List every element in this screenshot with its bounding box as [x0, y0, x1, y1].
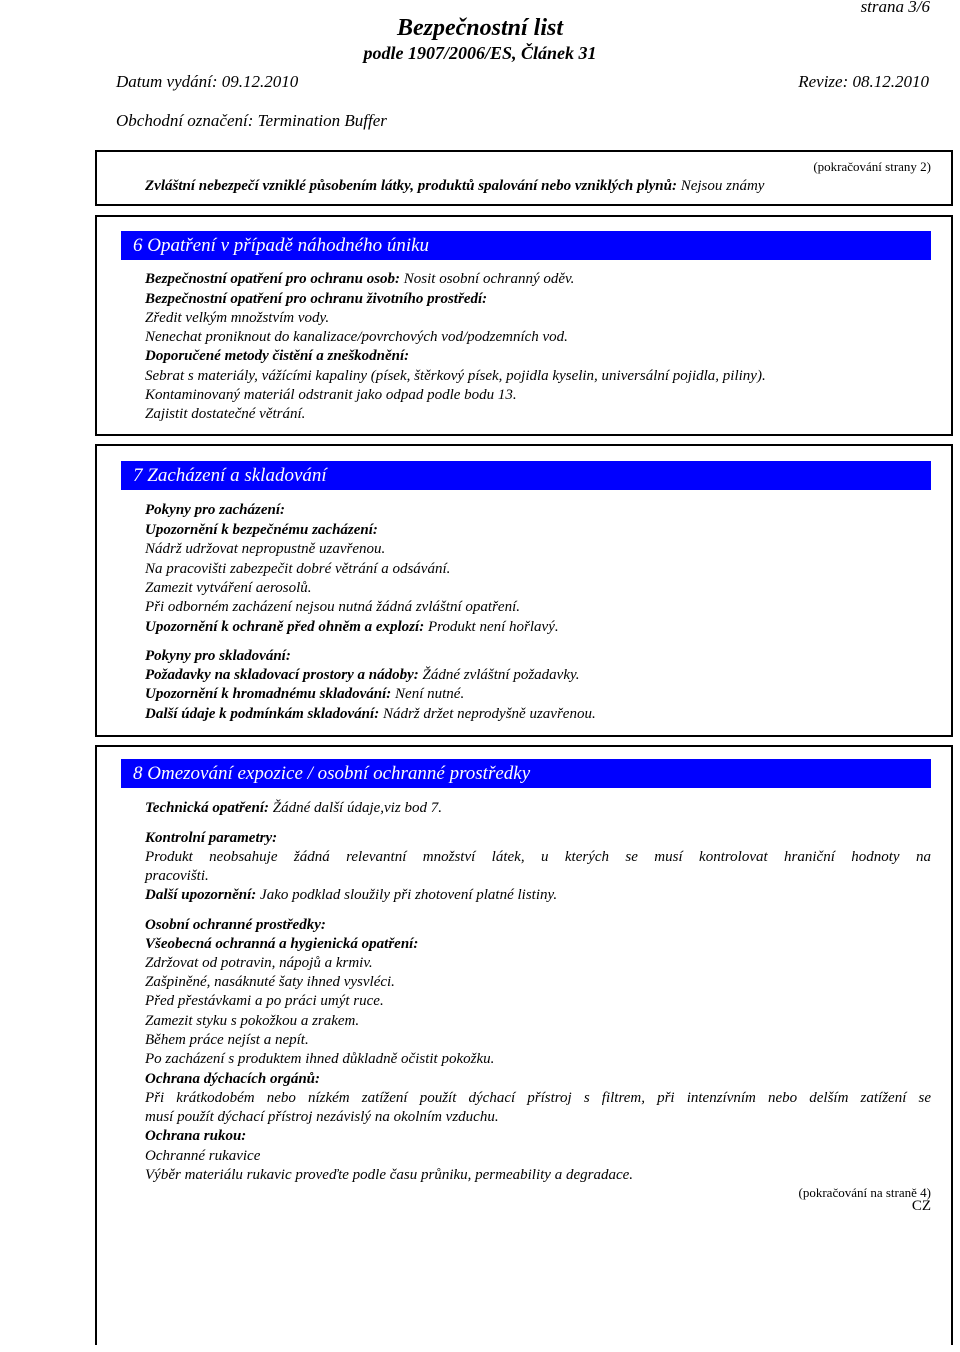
safe-line-3: Zamezit vytváření aerosolů.	[145, 580, 312, 596]
storage-more	[145, 705, 596, 724]
params-line-2: pracovišti.	[145, 868, 209, 884]
storage-label: Pokyny pro skladování:	[145, 648, 291, 664]
hygiene-label: Všeobecná ochranná a hygienická opatření:	[145, 936, 419, 952]
handling-label: Pokyny pro zacházení:	[145, 502, 285, 518]
cleanup-label: Doporučené metody čistění a zneškodnění:	[145, 348, 410, 364]
language-code: CZ	[911, 1198, 931, 1214]
respiratory-line-2: musí použít dýchací přístroj nezávislý na okolním vzduchu.	[145, 1109, 499, 1125]
hygiene-line-1: Zdržovat od potravin, nápojů a krmiv.	[145, 955, 373, 971]
more-label: Další údaje k podmínkám skladování:	[145, 706, 380, 722]
page-number: strana 3/6	[860, 0, 930, 16]
bulk-label: Upozornění k hromadnému skladování:	[145, 686, 392, 702]
fire-protection	[145, 618, 559, 637]
hands-line-2: Výběr materiálu rukavic proveďte podle času průniku, permeability a degradace.	[145, 1167, 634, 1183]
storage-rooms	[145, 666, 580, 685]
personal-label: Bezpečnostní opatření pro ochranu osob:	[145, 271, 401, 287]
document-subtitle: podle 1907/2006/ES, Článek 31	[363, 43, 597, 63]
respiratory-label: Ochrana dýchacích orgánů:	[145, 1071, 321, 1087]
respiratory-line-1: Při krátkodobém nebo nízkém zatížení použít dýchací přístroj s filtrem, při intenzívním nebo delším zatížení se	[145, 1090, 931, 1106]
revision-date: Revize: 08.12.2010	[798, 72, 929, 91]
further-note	[145, 886, 557, 905]
hazard-value: Nejsou známy	[680, 178, 765, 194]
issue-date: Datum vydání: 09.12.2010	[116, 72, 299, 91]
hygiene-line-6: Po zacházení s produktem ihned důkladně očistit pokožku.	[145, 1051, 495, 1067]
params-line-1: Produkt neobsahuje žádná relevantní množství látek, u kterých se musí kontrolovat hraniční hodnoty na	[145, 849, 931, 865]
continued-note: (pokračování na straně 4)	[798, 1185, 931, 1200]
hand-protection-label: Ochrana rukou:	[145, 1128, 247, 1144]
product-name: Obchodní označení: Termination Buffer	[116, 111, 387, 130]
cleanup-line-2: Kontaminovaný materiál odstranit jako odpad podle bodu 13.	[145, 387, 517, 403]
fire-value: Produkt není hořlavý.	[427, 619, 559, 635]
hazard-label: Zvláštní nebezpečí vzniklé působením látky, produktů spalování nebo vzniklých plynů:	[145, 178, 677, 194]
cleanup-line-1: Sebrat s materiály, vážícími kapaliny (písek, štěrkový písek, pojidla kyselin, universální pojidla, piliny).	[145, 368, 766, 384]
safe-handling-label: Upozornění k bezpečnému zacházení:	[145, 522, 378, 538]
rooms-value: Žádné zvláštní požadavky.	[422, 667, 580, 683]
bulk-storage	[145, 685, 464, 704]
section-6-heading: 6 Opatření v případě náhodného úniku	[121, 231, 931, 260]
continuation-note: (pokračování strany 2)	[813, 159, 931, 174]
ppe-label: Osobní ochranné prostředky:	[145, 917, 326, 933]
safe-line-4: Při odborném zacházení nejsou nutná žádná zvláštní opatření.	[145, 599, 520, 615]
hazard-row	[145, 177, 764, 196]
hands-line-1: Ochranné rukavice	[145, 1148, 261, 1164]
env-line-2: Nenechat proniknout do kanalizace/povrchových vod/podzemních vod.	[145, 329, 568, 345]
safe-line-2: Na pracovišti zabezpečit dobré větrání a odsávání.	[145, 561, 451, 577]
section-7-heading: 7 Zacházení a skladování	[121, 461, 931, 490]
env-line-1: Zředit velkým množstvím vody.	[145, 310, 330, 326]
cleanup-line-3: Zajistit dostatečné větrání.	[145, 406, 306, 422]
params-label: Kontrolní parametry:	[145, 830, 278, 846]
tech-label: Technická opatření:	[145, 800, 270, 816]
env-label: Bezpečnostní opatření pro ochranu životního prostředí:	[145, 291, 488, 307]
personal-precautions	[145, 270, 574, 289]
more-value: Nádrž držet neprodyšně uzavřenou.	[382, 706, 596, 722]
safe-line-1: Nádrž udržovat nepropustně uzavřenou.	[145, 541, 386, 557]
bulk-value: Není nutné.	[395, 686, 465, 702]
hygiene-line-2: Zašpiněné, nasáknuté šaty ihned vysvléci.	[145, 974, 395, 990]
section-8-heading: 8 Omezování expozice / osobní ochranné prostředky	[121, 759, 931, 788]
hygiene-line-5: Během práce nejíst a nepít.	[145, 1032, 309, 1048]
fire-label: Upozornění k ochraně před ohněm a explozí:	[145, 619, 425, 635]
note-label: Další upozornění:	[145, 887, 257, 903]
rooms-label: Požadavky na skladovací prostory a nádoby:	[145, 667, 419, 683]
hygiene-line-3: Před přestávkami a po práci umýt ruce.	[145, 993, 384, 1009]
note-value: Jako podklad sloužily při zhotovení platné listiny.	[260, 887, 558, 903]
tech-value: Žádné další údaje,viz bod 7.	[272, 800, 442, 816]
document-title: Bezpečnostní list	[396, 15, 564, 41]
personal-value: Nosit osobní ochranný oděv.	[403, 271, 575, 287]
hygiene-line-4: Zamezit styku s pokožkou a zrakem.	[145, 1013, 360, 1029]
technical-measures	[145, 799, 442, 818]
